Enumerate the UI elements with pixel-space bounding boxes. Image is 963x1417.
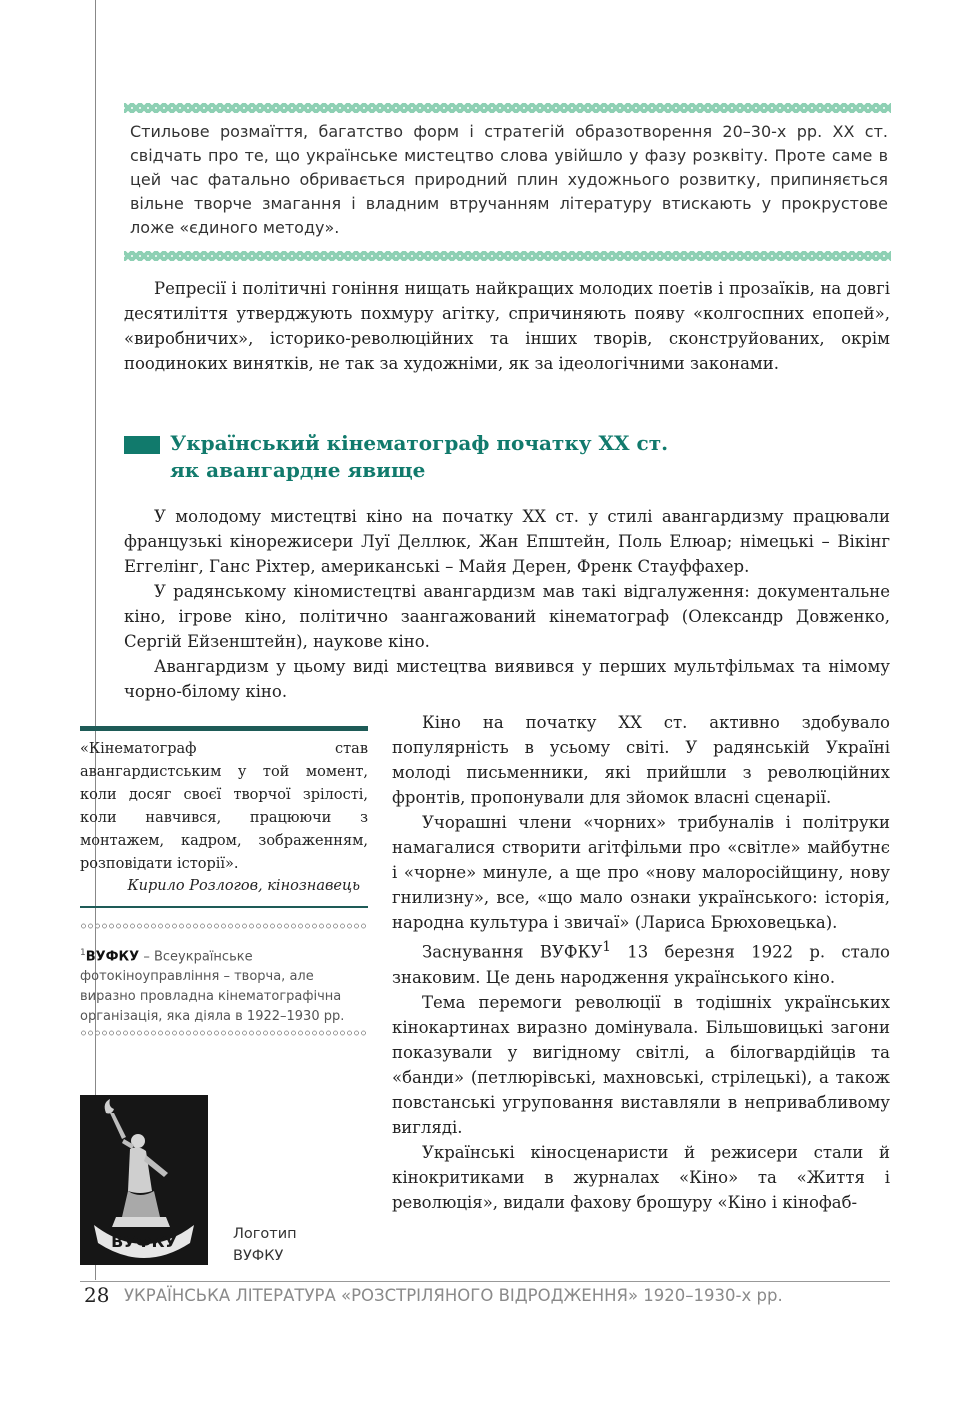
quote-author: Кирило Розлогов, кінознавець xyxy=(127,878,360,894)
body-paragraph: У радянському кіномистецтві авангардизм мав такі відгалуження: документальне кіно, ігрове кіно, політично заангажований кінематограф (Олександр Довженко, Сергій Ейзенштейн), наукове кіно. xyxy=(124,582,890,651)
body-paragraph: Учорашні члени «чорних» трибуналів і політруки намагалися створити агітфільми про «світле» майбутнє і «чорне» минуле, а ще про «нову малоросійщину, нову гнилизну», все, «що мало ознаки українського: історія, народна культура і звичаї» (Лариса Брюховецька). xyxy=(392,813,890,932)
logo-caption-line-2: ВУФКУ xyxy=(233,1248,284,1264)
body-paragraph: У молодому мистецтві кіно на початку ХХ ст. у стилі авангардизму працювали французькі кінорежисери Луї Деллюк, Жан Епштейн, Поль Елюар; німецькі – Вікінг Еггелінг, Ганс Ріхтер, американські – Майя Дерен, Френк Стауффахер. xyxy=(124,507,890,576)
footer-rule xyxy=(80,1281,890,1282)
footnote-top-rule xyxy=(80,922,368,930)
body-paragraph: Кіно на початку ХХ ст. активно здобувало популярність в усьому світі. У радянській Україні молоді письменники, які прийшли з революційних фронтів, пропонували для зйомок власні сценарії. xyxy=(392,713,890,807)
vufku-logo-image xyxy=(80,1095,208,1265)
footnote-bottom-rule xyxy=(80,1029,368,1037)
quote-text: «Кінематограф став авангардистським у той момент, коли досяг своєї творчої зрілості, коли навчився, працюючи з монтажем, кадром, зображенням, розповідати історії». xyxy=(80,741,368,872)
footnote xyxy=(80,943,368,1027)
footnote-text: – Всеукраїнське фотокіноуправління – творча, але виразно провладна кінематографічна організація, яка діяла в 1922–1930 рр. xyxy=(80,949,345,1025)
founding-text-start: Заснування ВУФКУ xyxy=(422,942,603,962)
intro-top-border xyxy=(124,103,891,113)
quote-top-bar xyxy=(80,726,368,731)
section-marker xyxy=(124,436,160,454)
founding-text-end: 13 березня 1922 р. стало знаковим. Це день народження українського кіно. xyxy=(392,942,890,987)
section-title-line-2: як авангардне явище xyxy=(170,458,426,482)
paragraph-repressions: Репресії і політичні гоніння нищать найкращих молодих поетів і прозаїків, на довгі десятиліття утверджують похмуру агітку, спричиняють появу «колгоспних епопей», «виробничих», історико-революційних та інших творів, сконструйованих, окрім поодиноких винятків, не так за художніми, як за ідеологічними законами. xyxy=(124,279,890,373)
intro-box-text: Стильове розмаїття, багатство форм і стратегій образотворення 20–30-х рр. ХХ ст. свідчать про те, що українське мистецтво слова увійшло у фазу розквіту. Проте саме в цей час фатально обривається природний плин художнього розвитку, припиняється вільне творче змагання і владним втручанням літературу втискають у прокрустове ложе «єдиного методу». xyxy=(130,122,888,237)
page-margin-line xyxy=(95,0,96,1280)
section-title xyxy=(170,430,770,484)
quote-bottom-rule xyxy=(80,906,368,908)
column-body xyxy=(392,710,890,1215)
vufku-emblem-icon xyxy=(80,1095,208,1265)
paragraph-repressions-block xyxy=(124,276,890,376)
footnote-term: ВУФКУ xyxy=(85,949,140,965)
body-paragraph: Українські кіносценаристи й режисери стали й кінокритиками в журналах «Кіно» та «Життя і революція», видали фахову брошуру «Кіно і кінофаб- xyxy=(392,1142,890,1212)
intro-bottom-border xyxy=(124,251,891,261)
logo-caption xyxy=(233,1223,297,1267)
running-head: УКРАЇНСЬКА ЛІТЕРАТУРА «РОЗСТРІЛЯНОГО ВІДРОДЖЕННЯ» 1920–1930-х рр. xyxy=(124,1286,783,1305)
body-paragraph: Авангардизм у цьому виді мистецтва виявився у перших мультфільмах та німому чорно-білому кіно. xyxy=(124,657,890,701)
footnote-reference: 1 xyxy=(602,939,612,955)
page-number: 28 xyxy=(84,1283,110,1307)
body-paragraph: Тема перемоги революції в тодішніх українських кінокартинах виразно домінувала. Більшовицькі загони показували у вигідному світлі, а білогвардійців та «банди» (петлюрівські, махновські, стрілецькі), а також повстанські угруповання виставляли в непривабливому вигляді. xyxy=(392,992,890,1137)
full-width-body xyxy=(124,504,890,704)
section-title-line-1: Український кінематограф початку ХХ ст. xyxy=(170,431,669,455)
logo-caption-line-1: Логотип xyxy=(233,1226,297,1242)
vufku-emblem-text: ВУФКУ xyxy=(111,1232,177,1251)
footnote-marker: 1 xyxy=(80,948,86,958)
body-paragraph-founding xyxy=(392,935,890,990)
